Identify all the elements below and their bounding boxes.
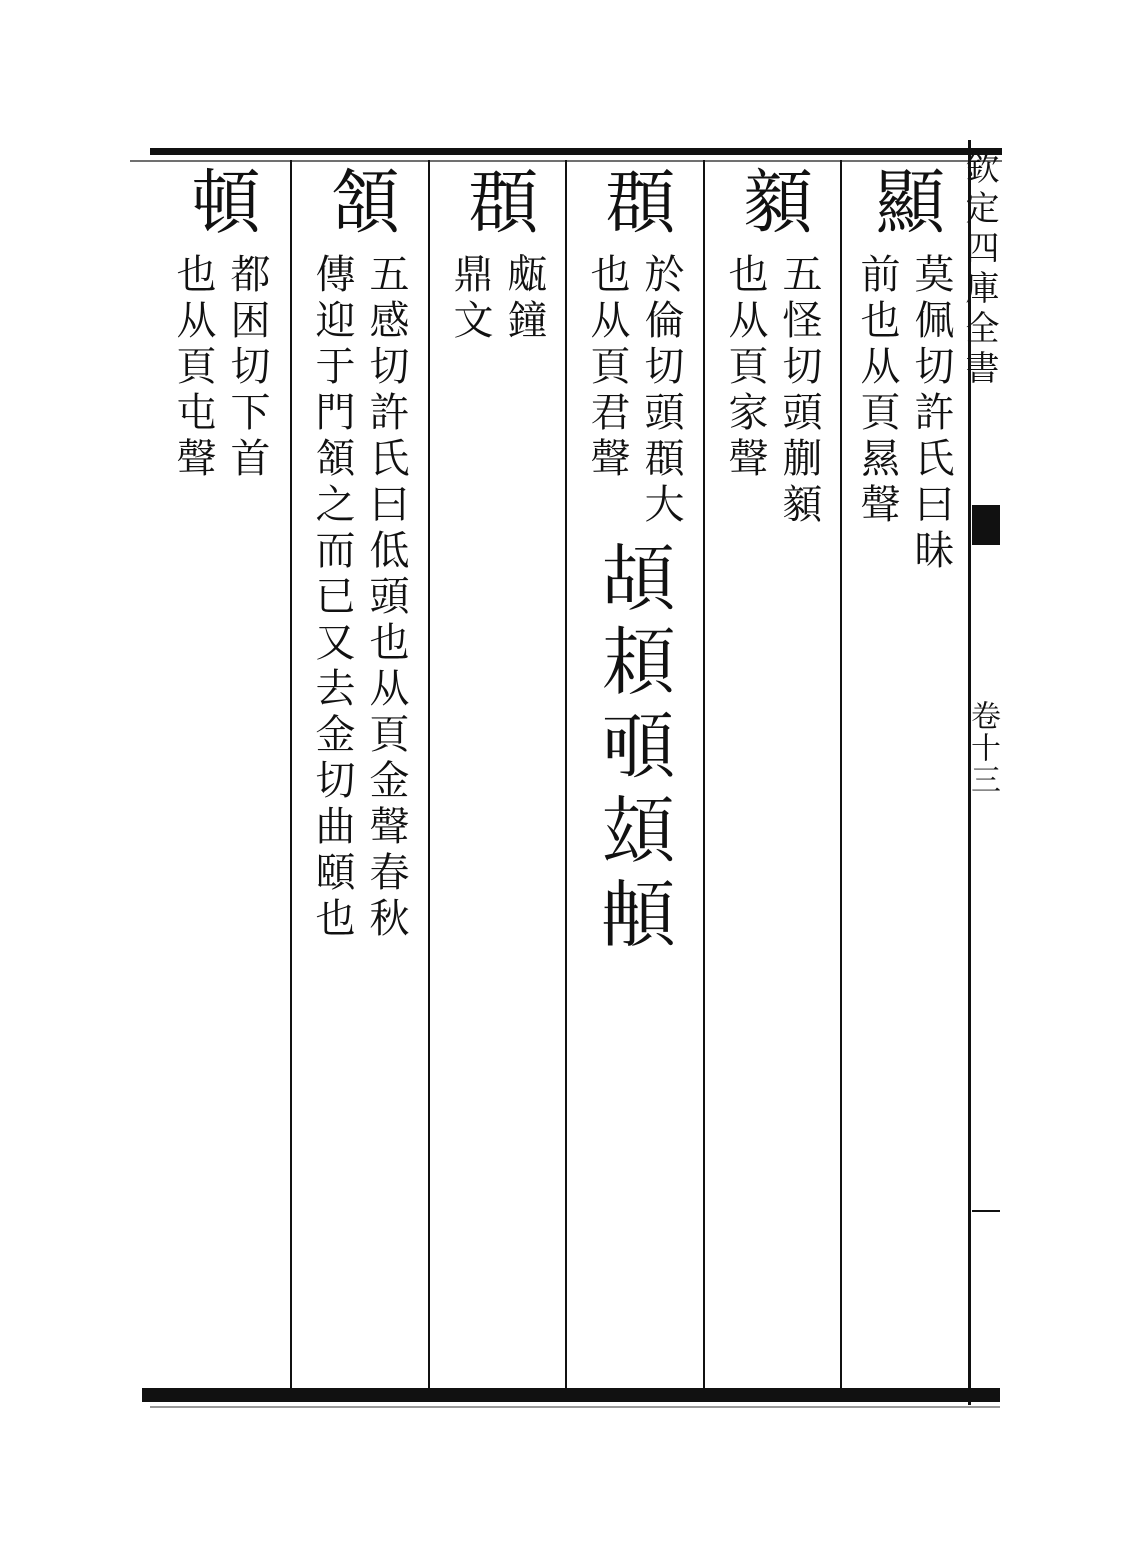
note-line: 於倫切頭頵大 [638,253,684,529]
entry-notes [721,253,823,529]
top-frame-rule [150,148,1002,155]
note-line: 也从頁屯聲 [170,253,216,483]
note-line: 五怪切頭蒯顡 [776,253,822,529]
entry-column [570,165,698,959]
seal-character: 頵 [456,165,539,239]
bottom-frame-rule [142,1388,1000,1402]
entry-notes [308,253,410,943]
note-line: 都困切下首 [224,253,270,483]
seal-character: 頷 [318,165,401,239]
column-divider [565,160,567,1390]
bottom-frame-rule-thin [150,1406,1000,1408]
margin-black-mark [972,505,1000,545]
margin-tick [972,1210,1000,1212]
entry-column [155,165,285,483]
column-divider [703,160,705,1390]
entry-notes [446,253,548,345]
note-line: 也从頁君聲 [584,253,630,483]
margin-juan-number: 卷十三 [965,700,1000,796]
column-divider [428,160,430,1390]
seal-character: 顯 [863,165,946,239]
note-line: 傳迎于門頷之而已又去金切曲頤也 [309,253,355,943]
seal-character: 頵 [593,165,676,239]
entry-column [295,165,423,943]
note-line: 㼩鐘 [501,253,547,345]
note-line: 莫佩切許氏曰昧 [908,253,954,575]
note-line: 五感切許氏曰低頭也从頁金聲春秋 [363,253,409,943]
seal-variant-forms: 𩑶𩑷𩑸𩑹𩑺 [591,539,678,959]
margin-book-title: 欽定四庫全書 [959,150,999,390]
column-divider [840,160,842,1390]
seal-character: 頓 [179,165,262,239]
entry-notes [853,253,955,575]
entry-notes [583,253,685,529]
note-line: 也从頁家聲 [722,253,768,483]
note-line: 鼎文 [447,253,493,345]
column-divider [290,160,292,1390]
entry-column [708,165,836,529]
note-line: 前也从頁㬎聲 [854,253,900,529]
entry-column [433,165,561,345]
seal-character: 顡 [731,165,814,239]
entry-column [845,165,963,575]
entry-notes [169,253,271,483]
